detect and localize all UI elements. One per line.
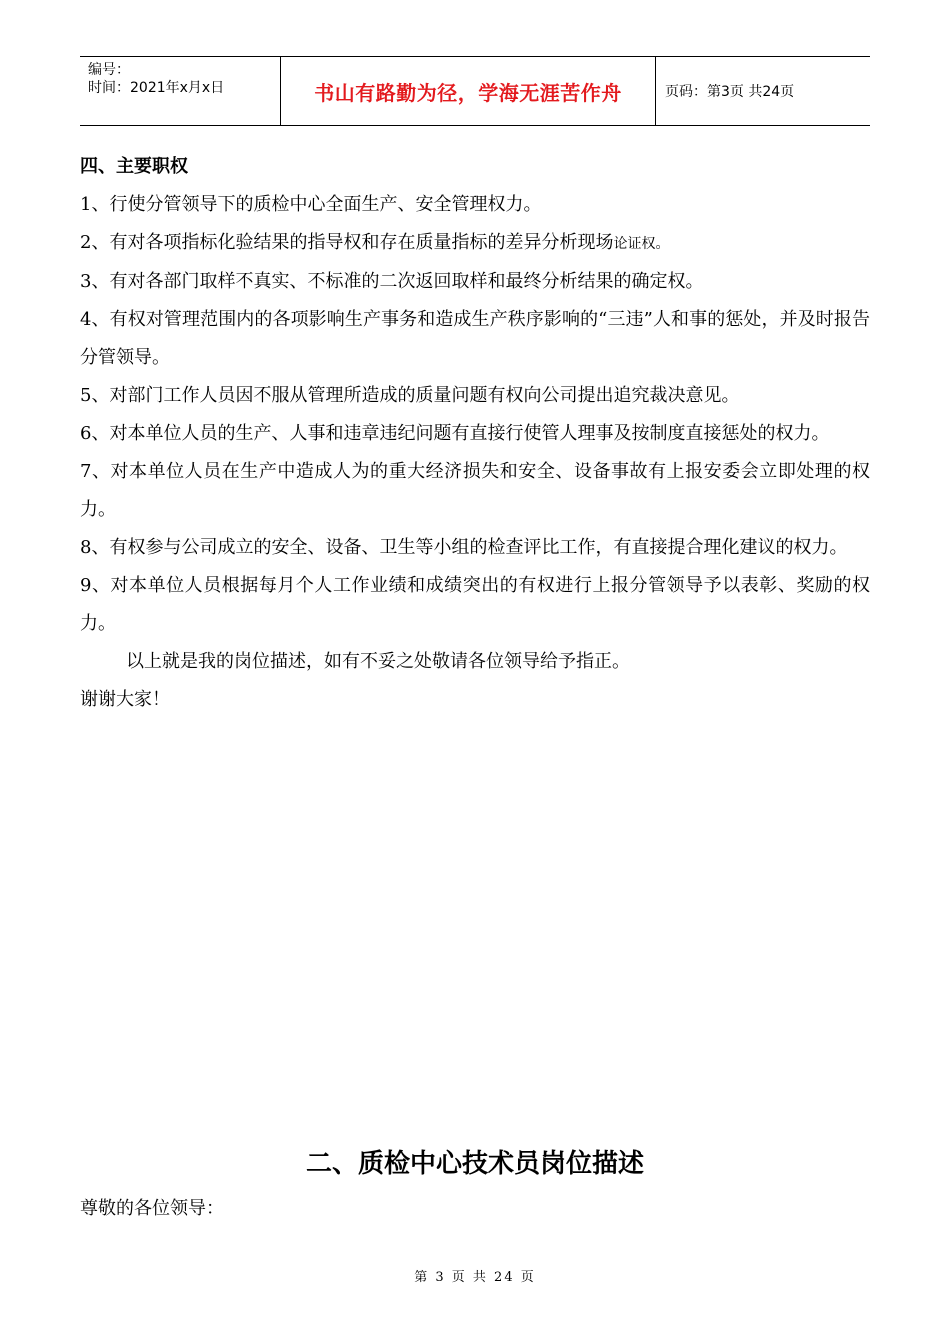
- list-item: [80, 263, 870, 301]
- list-item: [80, 377, 870, 415]
- header-page-cell: [655, 57, 870, 125]
- main-content: [80, 148, 870, 719]
- list-item: [80, 186, 870, 224]
- header-page-info: 页码：第3页 共24页: [665, 84, 795, 100]
- list-item: [80, 301, 870, 377]
- document-time-label: 时间：2021年x月x日: [88, 80, 225, 96]
- header-motto-cell: [280, 57, 656, 125]
- list-item: [80, 529, 870, 567]
- item-text: 4、有权对管理范围内的各项影响生产事务和造成生产秩序影响的“三违”人和事的惩处，并及时报告分管领导。: [80, 309, 870, 368]
- item-text: 6、对本单位人员的生产、人事和违章违纪问题有直接行使管人理事及按制度直接惩处的权力。: [80, 423, 830, 444]
- header-meta-cell: [80, 57, 280, 125]
- closing-paragraph: 以上就是我的岗位描述，如有不妥之处敬请各位领导给予指正。: [126, 651, 630, 672]
- document-number-label: 编号：: [88, 62, 130, 78]
- thanks-line: 谢谢大家！: [80, 689, 170, 710]
- page-header: [80, 56, 870, 126]
- item-text-small: 论证权。: [613, 236, 670, 252]
- item-text: 1、行使分管领导下的质检中心全面生产、安全管理权力。: [80, 194, 542, 215]
- motto-text: 书山有路勤为径，学海无涯苦作舟: [314, 80, 622, 105]
- list-item: [80, 224, 870, 263]
- section-title: 四、主要职权: [80, 156, 188, 177]
- item-text: 9、对本单位人员根据每月个人工作业绩和成绩突出的有权进行上报分管领导予以表彰、奖励的权力。: [80, 575, 870, 634]
- list-item: [80, 415, 870, 453]
- item-text: 8、有权参与公司成立的安全、设备、卫生等小组的检查评比工作，有直接提合理化建议的权力。: [80, 537, 848, 558]
- item-text: 2、有对各项指标化验结果的指导权和存在质量指标的差异分析现场: [80, 232, 614, 253]
- next-section-title: 二、质检中心技术员岗位描述: [305, 1149, 644, 1179]
- item-text: 5、对部门工作人员因不服从管理所造成的质量问题有权向公司提出追究裁决意见。: [80, 385, 740, 406]
- page-footer: 第 3 页 共 24 页: [414, 1270, 536, 1285]
- item-text: 7、对本单位人员在生产中造成人为的重大经济损失和安全、设备事故有上报安委会立即处理的权力。: [80, 461, 870, 520]
- greeting-line: 尊敬的各位领导：: [80, 1198, 224, 1219]
- list-item: [80, 567, 870, 643]
- item-text: 3、有对各部门取样不真实、不标准的二次返回取样和最终分析结果的确定权。: [80, 271, 704, 292]
- list-item: [80, 453, 870, 529]
